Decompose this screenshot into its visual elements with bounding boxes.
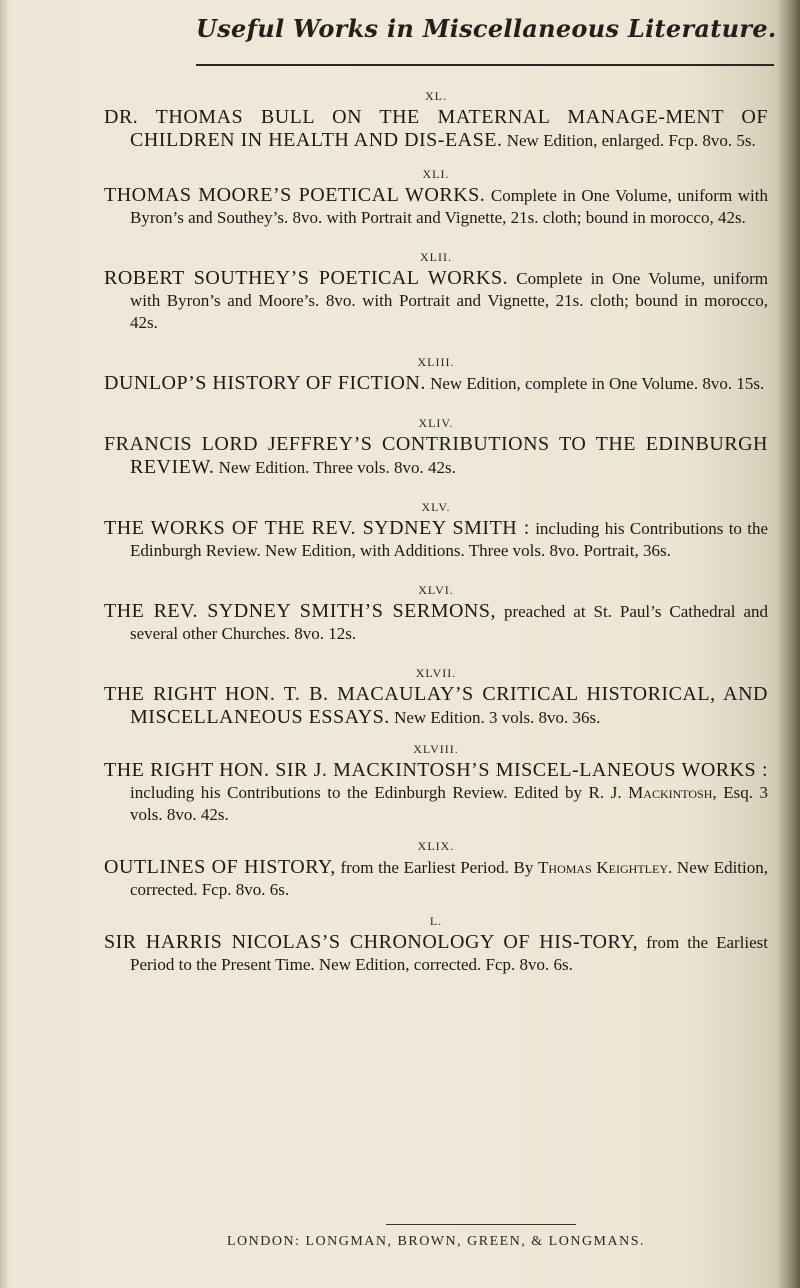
entry-details: Complete in One Volume, uniform with Byron’s and Southey’s. 8vo. with Portrait and Vignette, 21s. cloth; bound in morocco, 42s. [130,186,768,227]
entry-number: XLV. [421,500,451,514]
entry-xl [104,88,768,152]
page-left-shadow [0,0,10,1288]
entry-text [104,683,768,729]
entry-text [104,184,768,229]
entry-xlvi [104,582,768,645]
entry-xli [104,166,768,229]
entry-title: OUTLINES OF HISTORY, [104,856,336,878]
entry-text [104,267,768,334]
author-name: Thomas Keightley. [538,858,673,877]
entry-text [104,372,768,395]
entry-details: from the Earliest Period to the Present Time. New Edition, corrected. Fcp. 8vo. 6s. [130,933,768,974]
entry-number: XLIV. [418,416,454,430]
entry-number: XLIX. [417,839,455,853]
entry-text: THE RIGHT HON. SIR J. MACKINTOSH’S MISCEL-LANEOUS WORKS : including his Contributions to the Edinburgh Review. Edited by R. J. Mackintosh, Esq. 3 vols. 8vo. 42s. [104,759,769,824]
entries-list [104,88,768,976]
entry-number: XLVI. [418,583,454,597]
page-right-edge [778,0,800,1288]
entry-text [104,517,768,562]
entry-number: XLVII. [415,666,457,680]
footer-rule [386,1224,576,1225]
entry-text [104,600,768,645]
entry-number: XLVIII. [413,742,459,756]
entry-title: DR. THOMAS BULL ON THE MATERNAL MANAGE-MENT OF CHILDREN IN HEALTH AND DIS-EASE. [104,106,768,151]
entry-xlv [104,499,768,562]
entry-details: Esq. 3 vols. 8vo. 42s. [130,783,769,824]
entry-details: New Edition, enlarged. Fcp. 8vo. 5s. [506,131,756,150]
entry-details-lead: including his Contributions to the Edinburgh Review. Edited by R. J. [130,783,622,802]
entry-details: New Edition, complete in One Volume. 8vo. 15s. [430,374,765,393]
entry-title: THOMAS MOORE’S POETICAL WORKS. [104,184,486,206]
entry-title: THE WORKS OF THE REV. SYDNEY SMITH : [104,517,530,539]
entry-title: SIR HARRIS NICOLAS’S CHRONOLOGY OF HIS-TORY, [104,931,639,953]
entry-xliv [104,415,768,479]
entry-number: L. [429,914,443,928]
entry-xlviii [104,741,768,826]
entry-title: THE RIGHT HON. T. B. MACAULAY’S CRITICAL HISTORICAL, AND MISCELLANEOUS ESSAYS. [104,683,768,728]
entry-xlix [104,838,768,901]
entry-details: New Edition. 3 vols. 8vo. 36s. [394,708,601,727]
header-rule [196,64,774,66]
entry-text [104,106,768,152]
running-title: Useful Works in Miscellaneous Literature. [196,14,777,43]
entry-details-lead: from the Earliest Period. By [340,858,534,877]
entry-details: Complete in One Volume, uniform with Byron’s and Moore’s. 8vo. with Portrait and Vignette, 21s. cloth; bound in morocco, 42s. [130,269,769,332]
entry-l [104,913,768,976]
publisher-imprint: LONDON: LONGMAN, BROWN, GREEN, & LONGMANS. [226,1234,646,1249]
entry-number: XLII. [420,250,452,264]
entry-details: New Edition, corrected. Fcp. 8vo. 6s. [130,858,768,899]
entry-details: including his Contributions to the Edinburgh Review. New Edition, with Additions. Three vols. 8vo. Portrait, 36s. [130,519,769,560]
entry-number: XLIII. [417,355,455,369]
entry-title: FRANCIS LORD JEFFREY’S CONTRIBUTIONS TO THE EDINBURGH REVIEW. [104,433,768,478]
entry-xlii [104,249,768,334]
entry-text [104,433,768,479]
entry-number: XLI. [422,167,450,181]
entry-xlvii [104,665,768,729]
entry-number: XL. [425,89,447,103]
entry-title: ROBERT SOUTHEY’S POETICAL WORKS. [104,267,509,289]
entry-title: DUNLOP’S HISTORY OF FICTION. [104,372,426,394]
entry-text [104,856,768,901]
entry-details: preached at St. Paul’s Cathedral and several other Churches. 8vo. 12s. [130,602,769,643]
editor-name: Mackintosh [628,783,713,802]
entry-text [104,931,768,976]
entry-title: THE RIGHT HON. SIR J. MACKINTOSH’S MISCEL-LANEOUS WORKS : [104,759,768,781]
entry-title: THE REV. SYDNEY SMITH’S SERMONS, [104,600,496,622]
entry-details: New Edition. Three vols. 8vo. 42s. [218,458,456,477]
entry-xliii [104,354,768,395]
